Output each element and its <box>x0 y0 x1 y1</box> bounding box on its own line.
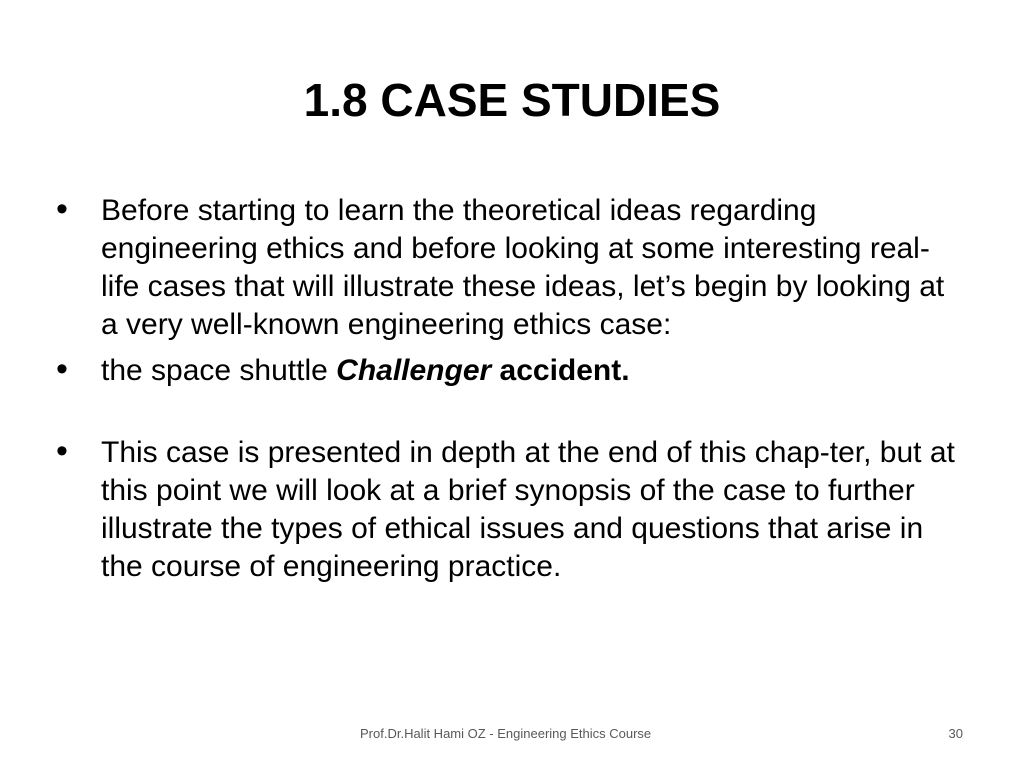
bullet-text: Before starting to learn the theoretical ideas regarding engineering ethics and before looking at some interesting real-life cases that will illustrate these ideas, let’s begin by looking at a very well-known engineering ethics case: <box>101 194 945 341</box>
slide-title: 1.8 CASE STUDIES <box>303 74 721 126</box>
bullet-icon: • <box>56 432 68 470</box>
bullet-item-intro <box>56 192 956 344</box>
bullet-text-bold: accident. <box>491 354 630 387</box>
bullet-icon: • <box>56 190 68 228</box>
bullet-text-prefix: the space shuttle <box>101 354 337 387</box>
bullet-icon: • <box>56 350 68 388</box>
bullet-text: This case is presented in depth at the end of this chap-ter, but at this point we will look at a brief synopsis of the case to further illustrate the types of ethical issues and questions that arise in the course of engineering practice. <box>101 436 955 583</box>
bullet-list <box>56 192 956 586</box>
bullet-item-challenger <box>56 352 956 390</box>
bullet-item-case-detail <box>56 434 956 586</box>
page-number: 30 <box>948 726 963 741</box>
slide-footer: Prof.Dr.Halit Hami OZ - Engineering Ethics Course <box>360 726 652 741</box>
bullet-text-emphasis: Challenger <box>336 354 492 387</box>
